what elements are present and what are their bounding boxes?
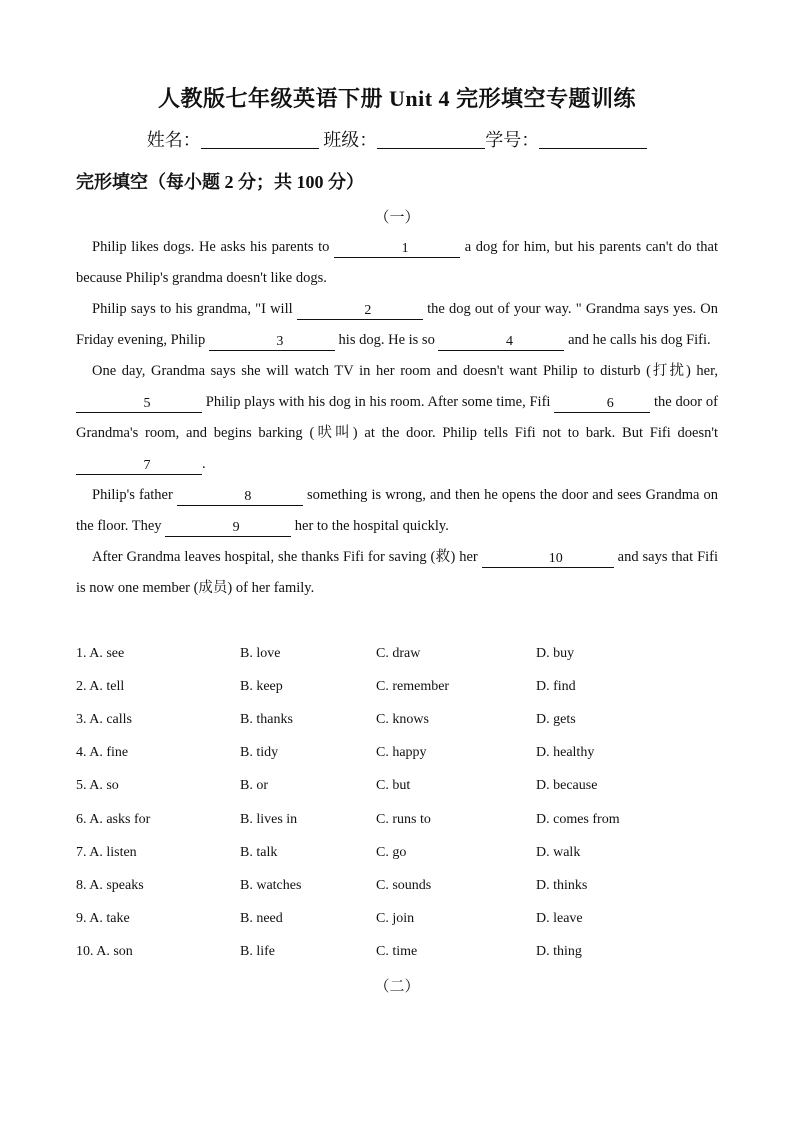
blank-8[interactable]: 8 <box>177 489 303 506</box>
part-two-label: （二） <box>374 979 420 995</box>
option-b[interactable]: B. talk <box>240 844 278 860</box>
number-blank[interactable] <box>539 130 647 149</box>
option-a[interactable]: 7. A. listen <box>76 844 137 860</box>
option-b[interactable]: B. or <box>240 778 268 794</box>
text: One day, Grandma says she will watch TV in her room and doesn't want Philip to disturb (打扰) her, <box>92 363 718 379</box>
question-options-row <box>76 778 726 800</box>
question-options-row <box>76 944 726 966</box>
name-label: 姓名： <box>146 130 201 150</box>
option-b[interactable]: B. keep <box>240 679 283 695</box>
option-c[interactable]: C. draw <box>376 646 421 661</box>
text: Philip says to his grandma, "I will <box>92 301 293 317</box>
blank-5[interactable]: 5 <box>76 396 202 413</box>
question-options-row <box>76 878 726 900</box>
text: his dog. He is so <box>338 332 435 348</box>
option-b[interactable]: B. need <box>240 910 283 926</box>
option-a[interactable]: 1. A. see <box>76 646 125 661</box>
text: Philip's father <box>92 487 173 503</box>
option-b[interactable]: B. love <box>240 646 281 661</box>
blank-3[interactable]: 3 <box>209 334 335 351</box>
blank-1[interactable]: 1 <box>334 241 460 258</box>
text: the dog out of your way. " Grandma says yes. On Friday evening, Philip <box>76 301 719 348</box>
option-b[interactable]: B. watches <box>240 877 302 893</box>
blank-4[interactable]: 4 <box>438 334 564 351</box>
option-b[interactable]: B. tidy <box>240 745 279 761</box>
option-d[interactable]: D. buy <box>536 646 575 661</box>
option-d[interactable]: D. thinks <box>536 877 588 893</box>
paragraph-3 <box>76 356 718 480</box>
option-b[interactable]: B. lives in <box>240 811 298 827</box>
option-c[interactable]: C. remember <box>376 679 450 695</box>
name-blank[interactable] <box>201 130 319 149</box>
text: a dog for him, but his parents can't do that because Philip's grandma doesn't like dogs. <box>76 239 719 286</box>
option-d[interactable]: D. thing <box>536 943 582 959</box>
option-c[interactable]: C. but <box>376 778 411 794</box>
question-options-row <box>76 712 726 734</box>
option-d[interactable]: D. gets <box>536 712 576 728</box>
option-a[interactable]: 10. A. son <box>76 943 133 959</box>
question-options-row <box>76 679 726 701</box>
option-d[interactable]: D. healthy <box>536 745 595 761</box>
paragraph-2 <box>76 294 718 356</box>
option-b[interactable]: B. life <box>240 943 275 959</box>
number-label: 学号： <box>485 130 540 150</box>
text: and he calls his dog Fifi. <box>568 332 711 348</box>
option-d[interactable]: D. find <box>536 679 576 695</box>
option-a[interactable]: 8. A. speaks <box>76 877 144 893</box>
question-options-row <box>76 646 726 668</box>
option-a[interactable]: 2. A. tell <box>76 679 125 695</box>
option-c[interactable]: C. time <box>376 943 418 959</box>
question-options-row <box>76 812 726 834</box>
option-d[interactable]: D. walk <box>536 844 581 860</box>
blank-10[interactable]: 10 <box>482 551 614 568</box>
class-blank[interactable] <box>377 130 485 149</box>
text: her to the hospital quickly. <box>294 518 449 534</box>
text: . <box>202 456 206 472</box>
text: something is wrong, and then he opens the door and sees Grandma on the floor. They <box>76 487 719 534</box>
text: Philip likes dogs. He asks his parents to <box>92 239 330 255</box>
text: After Grandma leaves hospital, she thanks Fifi for saving (救) her <box>92 549 478 565</box>
question-options-row <box>76 745 726 767</box>
option-d[interactable]: D. because <box>536 778 598 794</box>
option-a[interactable]: 9. A. take <box>76 910 130 926</box>
blank-6[interactable]: 6 <box>554 396 650 413</box>
paragraph-4 <box>76 480 718 542</box>
blank-2[interactable]: 2 <box>297 303 423 320</box>
option-d[interactable]: D. comes from <box>536 811 620 827</box>
option-c[interactable]: C. join <box>376 910 415 926</box>
blank-9[interactable]: 9 <box>165 520 291 537</box>
option-c[interactable]: C. happy <box>376 745 427 761</box>
class-label: 班级： <box>323 130 378 150</box>
option-a[interactable]: 4. A. fine <box>76 745 129 761</box>
passage <box>76 232 718 604</box>
option-c[interactable]: C. go <box>376 844 407 860</box>
question-options-row <box>76 845 726 867</box>
paragraph-5 <box>76 542 718 604</box>
paragraph-1 <box>76 232 718 294</box>
part-one-label: （一） <box>374 210 420 226</box>
option-b[interactable]: B. thanks <box>240 712 293 728</box>
option-a[interactable]: 3. A. calls <box>76 712 132 728</box>
text: the door of Grandma's room, and begins barking (吠叫) at the door. Philip tells Fifi not to bark. But Fifi doesn't <box>76 394 718 441</box>
section-heading: 完形填空（每小题 2 分；共 100 分） <box>76 172 364 192</box>
text: Philip plays with his dog in his room. After some time, Fifi <box>205 394 551 410</box>
option-c[interactable]: C. sounds <box>376 877 432 893</box>
blank-7[interactable]: 7 <box>76 458 202 475</box>
option-c[interactable]: C. knows <box>376 712 429 728</box>
option-d[interactable]: D. leave <box>536 910 583 926</box>
page-title: 人教版七年级英语下册 Unit 4 完形填空专题训练 <box>157 86 637 111</box>
text: and says that Fifi is now one member (成员) of her family. <box>76 549 719 596</box>
option-a[interactable]: 6. A. asks for <box>76 811 151 827</box>
student-info-line <box>0 126 794 152</box>
option-a[interactable]: 5. A. so <box>76 778 119 794</box>
question-options-row <box>76 911 726 933</box>
option-c[interactable]: C. runs to <box>376 811 431 827</box>
